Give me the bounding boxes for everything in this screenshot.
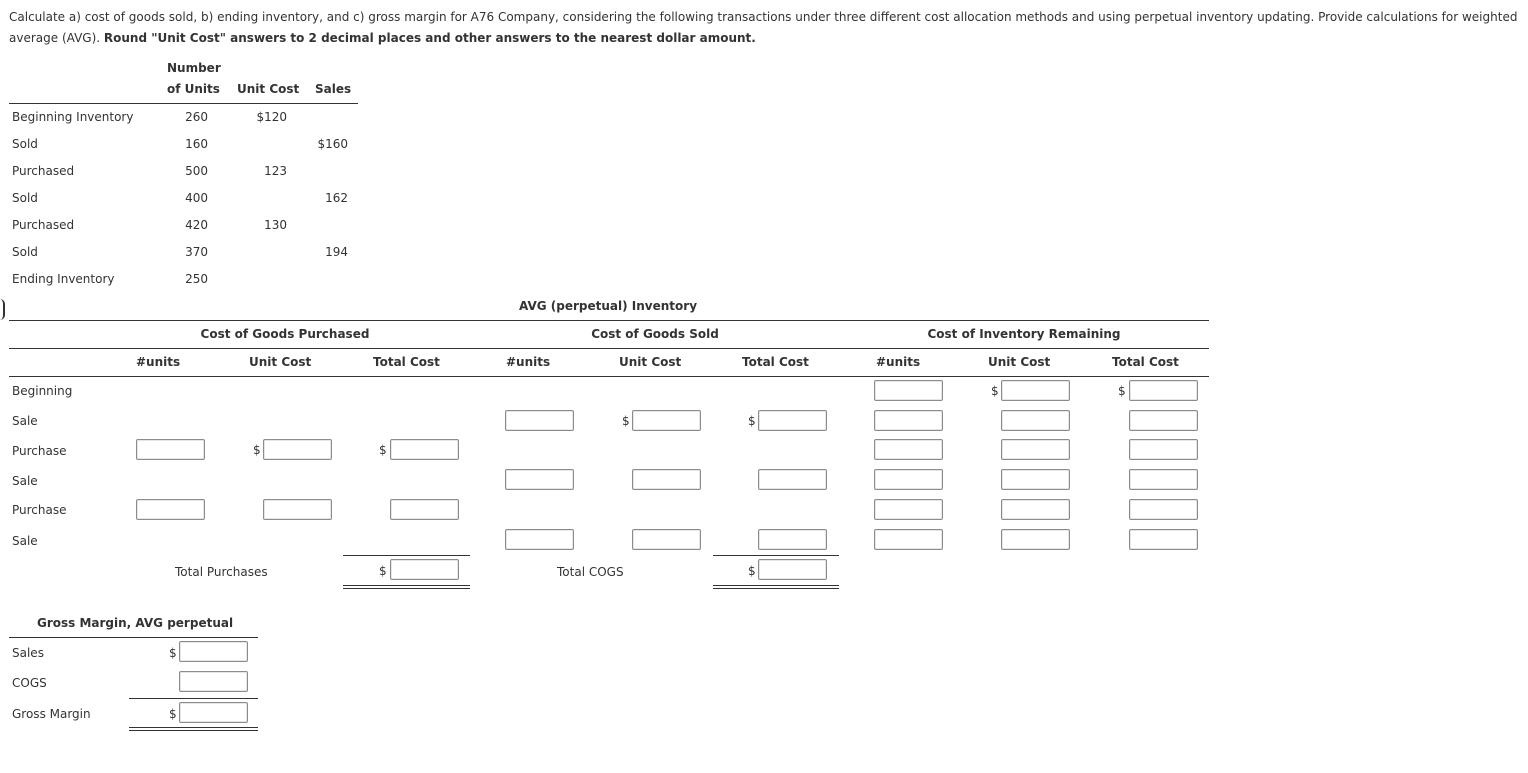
section-marker	[0, 299, 5, 320]
avg-title-rule	[9, 320, 1209, 321]
given-row-sales: 194	[325, 245, 348, 259]
row-label-purchase: Purchase	[12, 503, 67, 517]
purchase2-units-input[interactable]	[136, 499, 205, 520]
sale3-remaining-unit-cost-input[interactable]	[1001, 529, 1070, 550]
sale2-remaining-unit-cost-input[interactable]	[1001, 469, 1070, 490]
given-row-label: Ending Inventory	[12, 272, 115, 286]
col-header-total-cost: Total Cost	[373, 355, 440, 369]
sale3-sold-units-input[interactable]	[505, 529, 574, 550]
row-label-purchase: Purchase	[12, 444, 67, 458]
question-instruction: Round "Unit Cost" answers to 2 decimal places and other answers to the nearest dollar amount.	[103, 31, 756, 45]
total-cogs-rule	[713, 555, 839, 556]
beginning-remaining-unit-cost-input[interactable]	[1001, 380, 1070, 401]
group-header-rule	[9, 348, 1209, 349]
sale1-remaining-total-cost-input[interactable]	[1129, 410, 1198, 431]
sale1-sold-units-input[interactable]	[505, 410, 574, 431]
gross-margin-rule	[129, 698, 258, 699]
gross-margin-sales-input[interactable]	[179, 641, 248, 662]
gross-margin-label: Gross Margin	[12, 707, 91, 721]
col-header-unit-cost: Unit Cost	[619, 355, 682, 369]
gross-margin-input[interactable]	[179, 702, 248, 723]
dollar-sign: $	[169, 646, 177, 660]
sale3-sold-total-cost-input[interactable]	[758, 529, 827, 550]
given-header-rule	[9, 103, 358, 104]
given-row-sales: $160	[317, 137, 348, 151]
given-row-units: 260	[185, 110, 208, 124]
dollar-sign: $	[253, 443, 261, 457]
gross-margin-sales-label: Sales	[12, 646, 44, 660]
dollar-sign: $	[748, 564, 756, 578]
gross-margin-title-rule	[9, 637, 258, 638]
row-label-sale: Sale	[12, 474, 38, 488]
gross-margin-cogs-input[interactable]	[179, 671, 248, 692]
sale1-sold-total-cost-input[interactable]	[758, 410, 827, 431]
avg-table-title: AVG (perpetual) Inventory	[519, 299, 698, 313]
purchase1-remaining-total-cost-input[interactable]	[1129, 439, 1198, 460]
dollar-sign: $	[748, 414, 756, 428]
sale1-remaining-unit-cost-input[interactable]	[1001, 410, 1070, 431]
given-row-label: Sold	[12, 191, 38, 205]
given-header-sales: Sales	[315, 82, 352, 96]
beginning-remaining-total-cost-input[interactable]	[1129, 380, 1198, 401]
col-header-total-cost: Total Cost	[742, 355, 809, 369]
purchase2-remaining-total-cost-input[interactable]	[1129, 499, 1198, 520]
given-header-unit-cost: Unit Cost	[237, 82, 300, 96]
col-header-rule	[9, 376, 1209, 377]
col-header-units: #units	[876, 355, 921, 369]
given-row-units: 160	[185, 137, 208, 151]
question-line-2	[9, 31, 756, 45]
given-row-sales: 162	[325, 191, 348, 205]
col-header-unit-cost: Unit Cost	[249, 355, 312, 369]
gross-margin-title: Gross Margin, AVG perpetual	[37, 616, 234, 630]
col-header-total-cost: Total Cost	[1112, 355, 1179, 369]
col-header-unit-cost: Unit Cost	[988, 355, 1051, 369]
purchase1-units-input[interactable]	[136, 439, 205, 460]
sale2-remaining-total-cost-input[interactable]	[1129, 469, 1198, 490]
sale3-sold-unit-cost-input[interactable]	[632, 529, 701, 550]
total-cogs-double-rule	[713, 585, 839, 589]
sale3-remaining-total-cost-input[interactable]	[1129, 529, 1198, 550]
purchase1-unit-cost-input[interactable]	[263, 439, 332, 460]
given-row-label: Sold	[12, 245, 38, 259]
given-row-label: Beginning Inventory	[12, 110, 134, 124]
total-cogs-label: Total COGS	[557, 565, 624, 579]
dollar-sign: $	[622, 414, 630, 428]
gross-margin-double-rule	[129, 727, 258, 731]
group-header-remaining: Cost of Inventory Remaining	[927, 327, 1121, 341]
purchase2-unit-cost-input[interactable]	[263, 499, 332, 520]
row-label-sale: Sale	[12, 534, 38, 548]
given-row-units: 500	[185, 164, 208, 178]
col-header-units: #units	[136, 355, 181, 369]
total-purchases-label: Total Purchases	[175, 565, 268, 579]
purchase1-remaining-units-input[interactable]	[874, 439, 943, 460]
question-line-2-normal: average (AVG).	[9, 31, 104, 45]
dollar-sign: $	[379, 443, 387, 457]
sale1-sold-unit-cost-input[interactable]	[632, 410, 701, 431]
gross-margin-cogs-label: COGS	[12, 676, 47, 690]
col-header-units: #units	[506, 355, 551, 369]
dollar-sign: $	[1118, 384, 1126, 398]
sale3-remaining-units-input[interactable]	[874, 529, 943, 550]
total-purchases-rule	[343, 555, 470, 556]
row-label-sale: Sale	[12, 414, 38, 428]
purchase1-remaining-unit-cost-input[interactable]	[1001, 439, 1070, 460]
given-row-units: 420	[185, 218, 208, 232]
total-purchases-input[interactable]	[390, 559, 459, 580]
given-row-units: 370	[185, 245, 208, 259]
dollar-sign: $	[379, 564, 387, 578]
purchase2-remaining-unit-cost-input[interactable]	[1001, 499, 1070, 520]
question-line-1: Calculate a) cost of goods sold, b) ending inventory, and c) gross margin for A76 Company, considering the following transactions under three different cost allocation methods and using perpetual inventory updating. Provide calculations for weighted	[9, 10, 1518, 24]
purchase2-remaining-units-input[interactable]	[874, 499, 943, 520]
sale2-sold-units-input[interactable]	[505, 469, 574, 490]
sale2-remaining-units-input[interactable]	[874, 469, 943, 490]
given-row-units: 400	[185, 191, 208, 205]
given-row-units: 250	[185, 272, 208, 286]
purchase2-total-cost-input[interactable]	[390, 499, 459, 520]
given-header-units-line2: of Units	[167, 82, 220, 96]
group-header-sold: Cost of Goods Sold	[591, 327, 719, 341]
sale2-sold-unit-cost-input[interactable]	[632, 469, 701, 490]
given-row-label: Purchased	[12, 164, 75, 178]
given-row-label: Purchased	[12, 218, 75, 232]
sale2-sold-total-cost-input[interactable]	[758, 469, 827, 490]
given-row-label: Sold	[12, 137, 38, 151]
dollar-sign: $	[169, 707, 177, 721]
given-row-unit-cost: 130	[264, 218, 287, 232]
purchase1-total-cost-input[interactable]	[390, 439, 459, 460]
sale1-remaining-units-input[interactable]	[874, 410, 943, 431]
given-header-units-line1: Number	[167, 61, 221, 75]
total-cogs-input[interactable]	[758, 559, 827, 580]
row-label-beginning: Beginning	[12, 384, 73, 398]
given-row-unit-cost: $120	[256, 110, 287, 124]
dollar-sign: $	[991, 384, 999, 398]
beginning-remaining-units-input[interactable]	[874, 380, 943, 401]
given-row-unit-cost: 123	[264, 164, 287, 178]
group-header-purchased: Cost of Goods Purchased	[200, 327, 370, 341]
total-purchases-double-rule	[343, 585, 470, 589]
